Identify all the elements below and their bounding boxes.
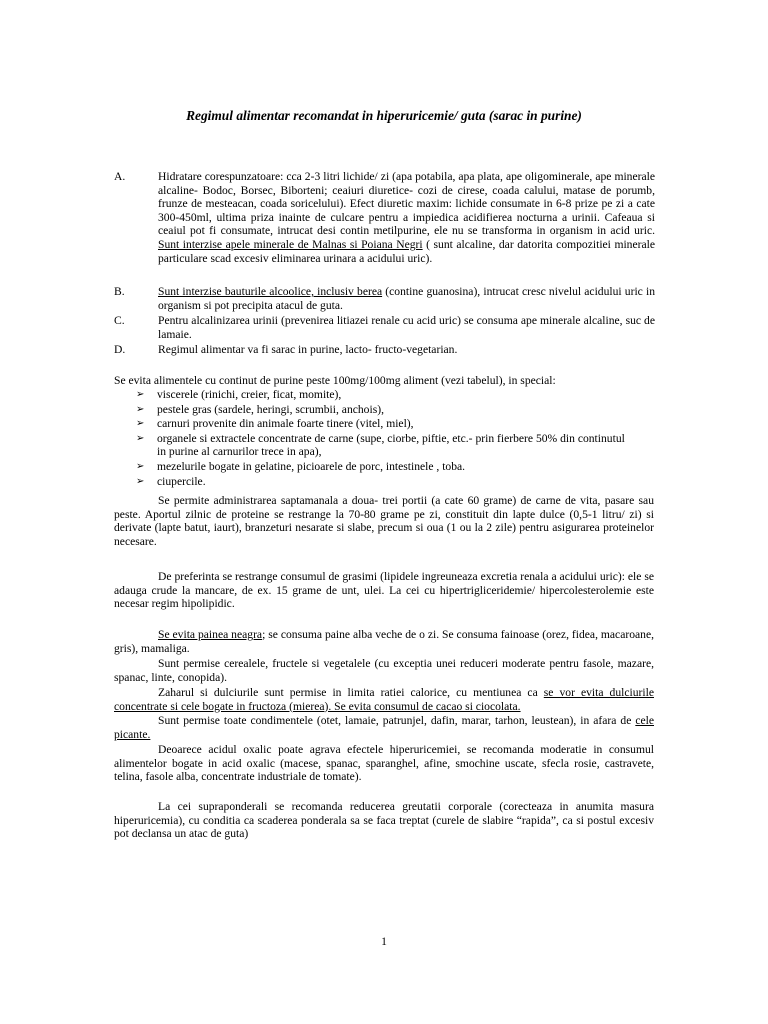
list-label: B.	[114, 285, 125, 298]
document-title: Regimul alimentar recomandat in hiperuricemie/ guta (sarac in purine)	[186, 108, 582, 123]
underlined-text: cele picante.	[114, 714, 654, 741]
paragraph-spices: Sunt permise toate condimentele (otet, lamaie, patrunjel, dafin, marar, tarhon, leustean), in afara de cele picante.	[114, 714, 654, 741]
paragraph-oxalic: Deoarece acidul oxalic poate agrava efectele hiperuricemiei, se recomanda moderatie in consumul alimentelor bogate in acid oxalic (macese, spanac, sparanghel, afine, smochine uscate, sfecla rosie, castravete, telina, fasole alba, concentrate industriale de tomate).	[114, 743, 654, 784]
paragraph-weight: La cei supraponderali se recomanda reducerea greutatii corporale (corecteaza in anumita masura hiperuricemia), cu conditia ca scaderea ponderala sa se faca treptat (curele de slabire “rapida”, ca si postul excesiv pot declansa un atac de guta)	[114, 800, 654, 841]
list-label: A.	[114, 170, 126, 183]
list-label: D.	[114, 343, 126, 356]
arrow-bullet-icon: ➢	[136, 460, 145, 472]
paragraph-sugar: Zaharul si dulciurile sunt permise in limita ratiei calorice, cu mentiunea ca se vor evita dulciurile concentrate si cele bogate in fructoza (mierea). Se evita consumul de cacao si ciocolata.	[114, 686, 654, 713]
paragraph-bread: Se evita painea neagra; se consuma paine alba veche de o zi. Se consuma fainoase (orez, fidea, macaroane, gris), mamaliga.	[114, 628, 654, 655]
paragraph-cereals: Sunt permise cerealele, fructele si vegetalele (cu exceptia unei reduceri moderate pentru fasole, mazare, spanac, linte, conopida).	[114, 657, 654, 684]
avoid-list	[136, 388, 636, 489]
list-text: Regimul alimentar va fi sarac in purine, lacto- fructo-vegetarian.	[158, 343, 458, 356]
arrow-bullet-icon: ➢	[136, 403, 145, 415]
list-text: Pentru alcalinizarea urinii (prevenirea litiazei renale cu acid uric) se consuma ape minerale alcaline, suc de lamaie.	[158, 314, 655, 341]
list-item: ➢ pestele gras (sardele, heringi, scrumbii, anchois),	[136, 402, 384, 416]
underlined-text: Se evita painea neagra	[158, 628, 263, 641]
underlined-text: se vor evita dulciurile concentrate si cele bogate in fructoza (mierea). Se evita consumul de cacao si ciocolata.	[114, 686, 654, 713]
list-item: ➢ organele si extractele concentrate de carne (supe, ciorbe, piftie, etc.- prin fierbere 50% din continutul in purine al carnurilor trece in apa),	[136, 431, 625, 459]
arrow-bullet-icon: ➢	[136, 475, 145, 487]
list-label: C.	[114, 314, 125, 327]
list-item: ➢ mezelurile bogate in gelatine, picioarele de porc, intestinele , toba.	[136, 459, 466, 473]
list-item: ➢ ciupercile.	[136, 474, 206, 488]
avoid-intro: Se evita alimentele cu continut de purine peste 100mg/100mg aliment (vezi tabelul), in special:	[114, 374, 556, 387]
list-item-d	[114, 343, 655, 357]
list-item: ➢ carnuri provenite din animale foarte tinere (vitel, miel),	[136, 417, 414, 431]
arrow-bullet-icon: ➢	[136, 432, 145, 444]
list-text: Sunt interzise bauturile alcoolice, inclusiv berea (contine guanosina), intrucat cresc nivelul acidului uric in organism si pot precipita atacul de guta.	[158, 285, 656, 312]
list-item: ➢ viscerele (rinichi, creier, ficat, momite),	[136, 388, 342, 401]
list-item-b	[114, 285, 655, 312]
arrow-bullet-icon: ➢	[136, 418, 145, 430]
underlined-text: Sunt interzise apele minerale de Malnas si Poiana Negri	[158, 237, 423, 251]
page-number: 1	[381, 935, 387, 948]
paragraph-fat: De preferinta se restrange consumul de grasimi (lipidele ingreuneaza excretia renala a acidului uric): ele se adauga crude la mancare, de ex. 15 grame de unt, ulei. La cei cu hipertrigliceridemie/ hipercolesterolemie este necesar regim hipolipidic.	[114, 570, 654, 611]
list-item-a	[114, 170, 655, 265]
arrow-bullet-icon: ➢	[136, 389, 145, 400]
list-item-c	[114, 314, 655, 341]
list-text: Hidratare corespunzatoare: cca 2-3 litri lichide/ zi (apa potabila, apa plata, ape oligominerale, ape minerale alcaline- Bodoc, Borsec, Biborteni; ceaiuri diuretice- cozi de cirese, coada calului, matase de porumb, frunze de mesteacan, coada soricelului). Efect diuretic maxim: lichide consumate in 6-8 prize pe zi a cate 300-450ml, ultima priza inainte de culcare pentru a impiedica acidifierea nocturna a urinii. Cafeaua si ceaiul pot fi consumate, intrucat desi contin metilpurine, ele nu se transforma in organism in acid uric. Sunt interzise apele minerale de Malnas si Poiana Negri ( sunt alcaline, dar datorita compozitiei minerale particulare scad excesiv eliminarea urinara a acidului uric).	[158, 170, 655, 265]
paragraph-meat: Se permite administrarea saptamanala a doua- trei portii (a cate 60 grame) de carne de vita, pasare sau peste. Aportul zilnic de proteine se restrange la 70-80 grame pe zi, constituit din lapte dulce (0,5-1 litru/ zi) si derivate (lapte batut, iaurt), branzeturi nesarate si slabe, precum si oua (1 ou la 2 zile) pentru asigurarea proteinelor necesare.	[114, 494, 654, 548]
underlined-text: Sunt interzise bauturile alcoolice, inclusiv berea	[158, 285, 383, 298]
